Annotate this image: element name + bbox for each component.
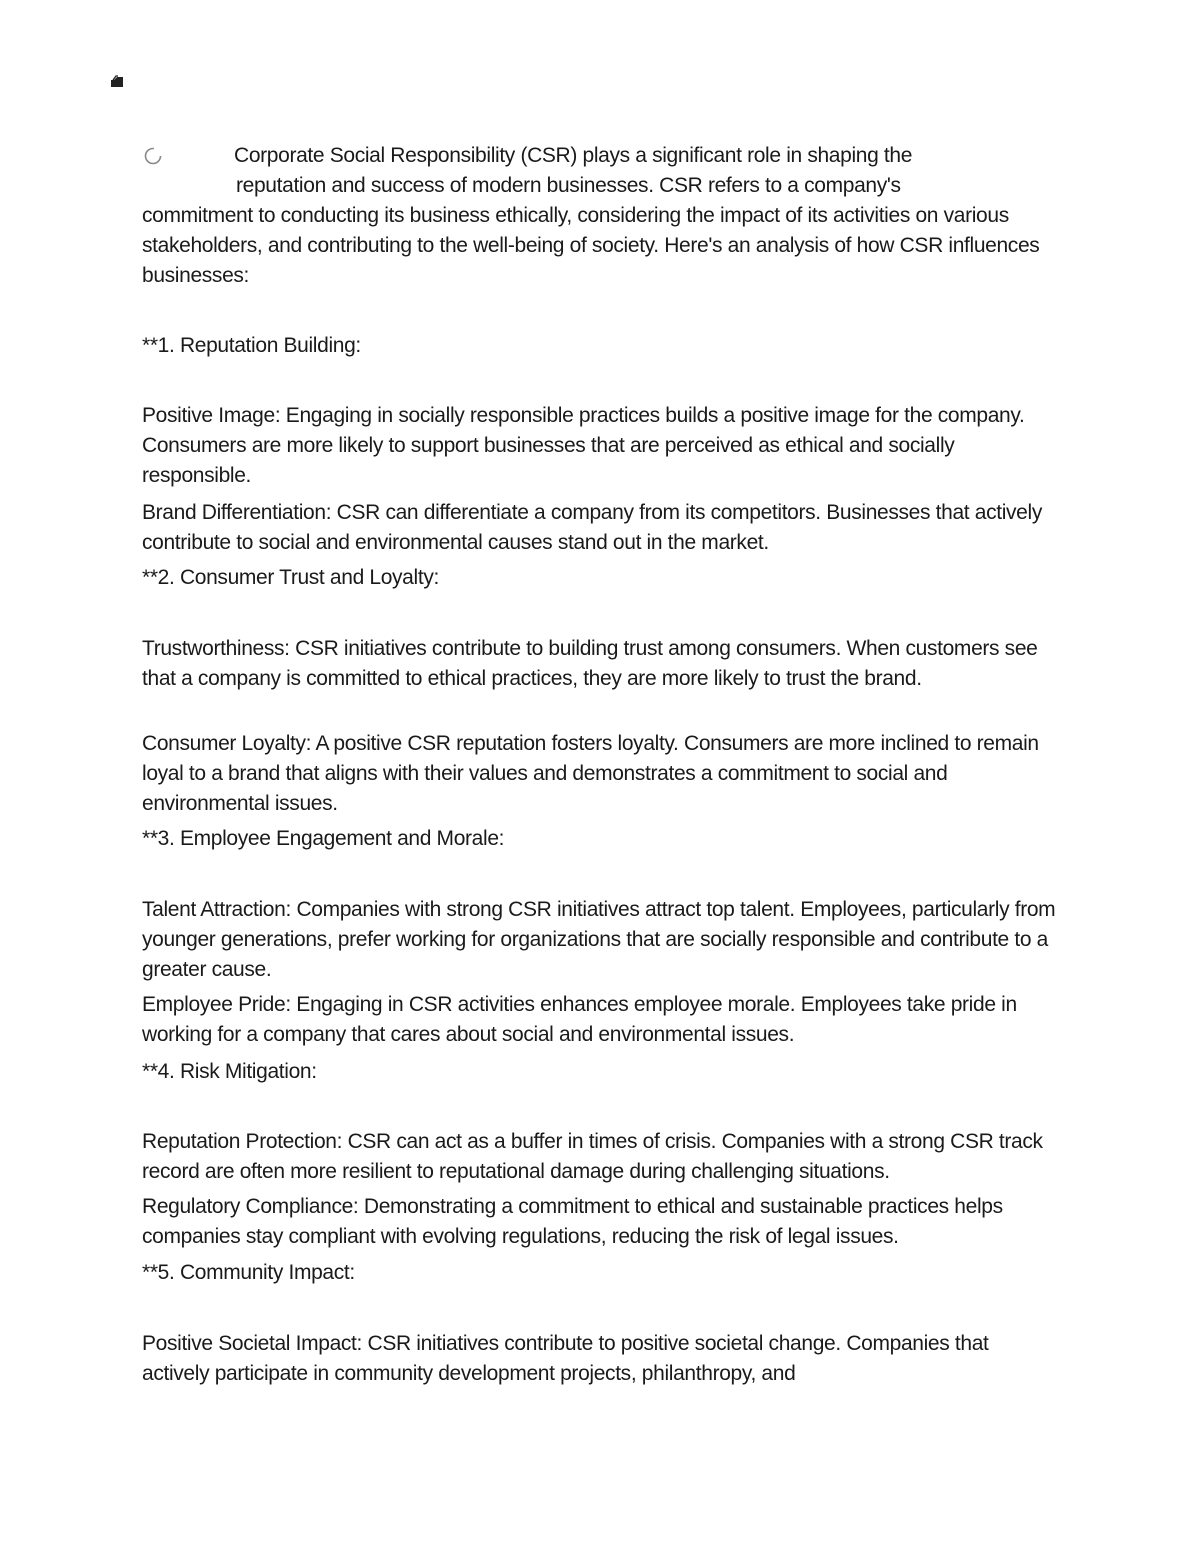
section-2-paragraph-2: Consumer Loyalty: A positive CSR reputation fosters loyalty. Consumers are more inclined to remain loyal to a brand that aligns with their values and demonstrates a commitment to social and environmental issues. (142, 732, 1039, 815)
section-1-paragraph-2: Brand Differentiation: CSR can differentiate a company from its competitors. Businesses that actively contribute to social and environmental causes stand out in the market. (142, 501, 1042, 554)
section-4-paragraph-1: Reputation Protection: CSR can act as a buffer in times of crisis. Companies with a strong CSR track record are often more resilient to reputational damage during challenging situations. (142, 1130, 1043, 1183)
section-3-paragraph-1: Talent Attraction: Companies with strong CSR initiatives attract top talent. Employees, particularly from younger generations, prefer working for organizations that are socially responsible and contribute to a greater cause. (142, 898, 1056, 981)
intro-line-1: Corporate Social Responsibility (CSR) plays a significant role in shaping the (234, 144, 913, 167)
intro-line-2: reputation and success of modern businesses. CSR refers to a company's (236, 174, 901, 197)
section-heading-5: **5. Community Impact: (142, 1261, 355, 1284)
section-heading-3: **3. Employee Engagement and Morale: (142, 827, 505, 850)
section-1-paragraph-1: Positive Image: Engaging in socially responsible practices builds a positive image for the company. Consumers are more likely to support businesses that are perceived as ethical and socially responsible. (142, 404, 1025, 487)
section-heading-2: **2. Consumer Trust and Loyalty: (142, 566, 439, 589)
intro-rest: commitment to conducting its business ethically, considering the impact of its activities on various stakeholders, and contributing to the well-being of society. Here's an analysis of how CSR influences businesses: (142, 204, 1040, 287)
section-heading-4: **4. Risk Mitigation: (142, 1060, 317, 1083)
section-4-paragraph-2: Regulatory Compliance: Demonstrating a commitment to ethical and sustainable practices helps companies stay compliant with evolving regulations, reducing the risk of legal issues. (142, 1195, 1003, 1248)
document-corner-icon (110, 74, 124, 88)
section-2-paragraph-1: Trustworthiness: CSR initiatives contribute to building trust among consumers. When customers see that a company is committed to ethical practices, they are more likely to trust the brand. (142, 637, 1038, 690)
section-3-paragraph-2: Employee Pride: Engaging in CSR activities enhances employee morale. Employees take pride in working for a company that cares about social and environmental issues. (142, 993, 1017, 1046)
section-5-paragraph-1: Positive Societal Impact: CSR initiatives contribute to positive societal change. Companies that actively participate in community development projects, philanthropy, and (142, 1332, 989, 1385)
section-heading-1: **1. Reputation Building: (142, 334, 361, 357)
intro-paragraph (142, 141, 1057, 291)
